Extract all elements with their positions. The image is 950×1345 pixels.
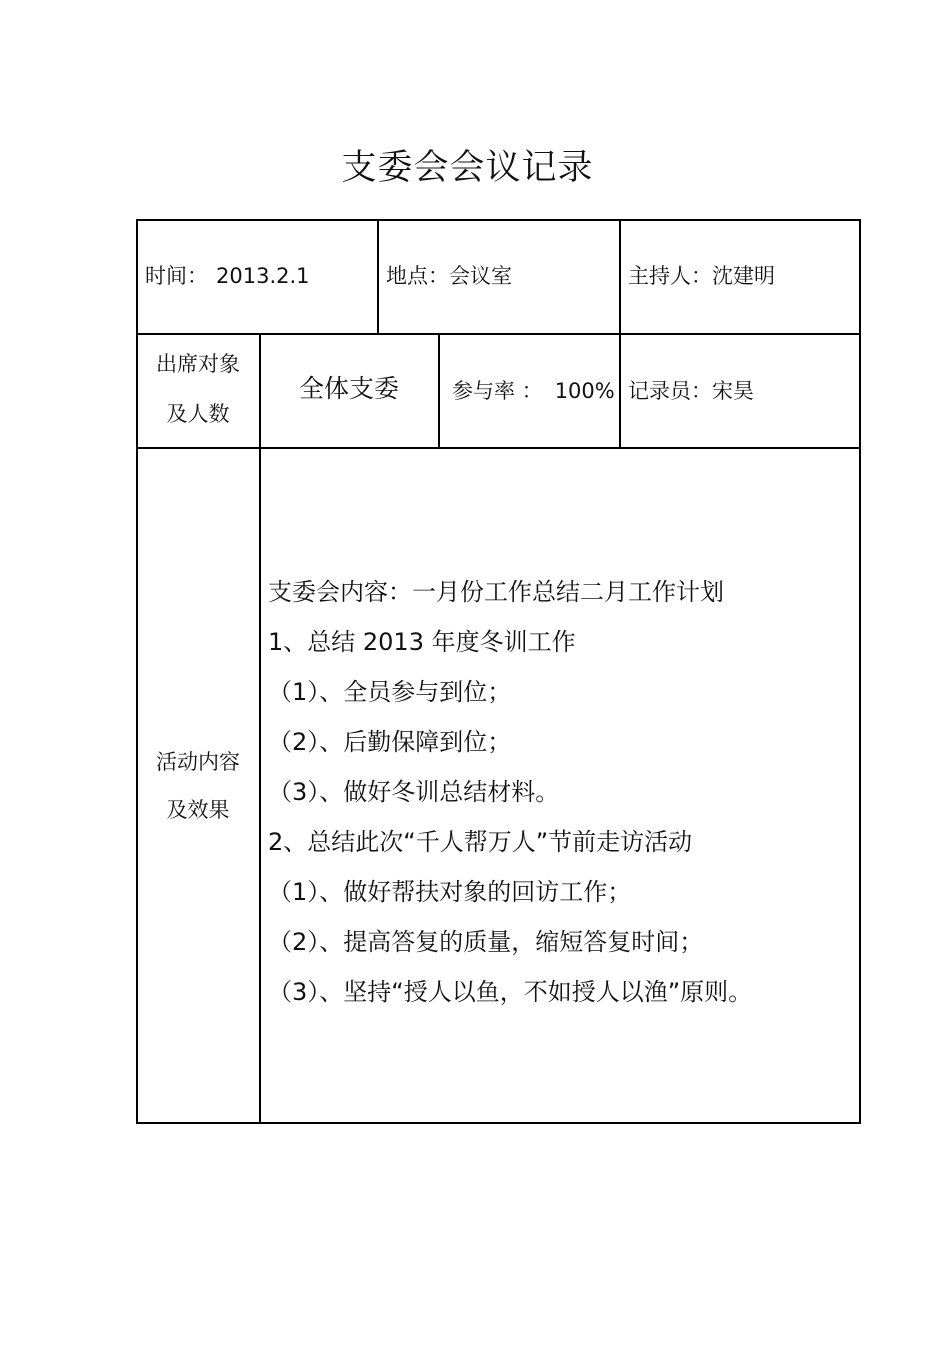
location-value: 会议室 bbox=[449, 264, 512, 288]
location-label: 地点： bbox=[386, 264, 449, 288]
activity-label-line2: 及效果 bbox=[166, 798, 230, 822]
content-line: （3）、坚持“授人以鱼，不如授人以渔”原则。 bbox=[268, 978, 753, 1006]
activity-label-line1: 活动内容 bbox=[156, 750, 240, 774]
time-cell bbox=[145, 261, 310, 291]
location-cell bbox=[386, 261, 512, 291]
recorder-cell bbox=[628, 376, 754, 406]
time-label: 时间： bbox=[145, 264, 208, 288]
attendees-label bbox=[137, 349, 259, 439]
attendees-label-line2: 及人数 bbox=[166, 402, 230, 426]
activity-content bbox=[268, 567, 752, 1017]
content-line: （1）、全员参与到位； bbox=[268, 678, 512, 706]
attendees-label-line1: 出席对象 bbox=[156, 352, 240, 376]
attendees-value: 全体支委 bbox=[298, 374, 399, 403]
col-divider-r3 bbox=[259, 447, 261, 1124]
activity-label bbox=[137, 747, 259, 825]
row-divider-1 bbox=[136, 333, 861, 335]
col-divider-r1-b bbox=[619, 219, 621, 334]
content-line: （2）、提高答复的质量，缩短答复时间； bbox=[268, 928, 704, 956]
rate-cell bbox=[452, 376, 615, 406]
content-line: （2）、后勤保障到位； bbox=[268, 728, 512, 756]
host-value: 沈建明 bbox=[712, 264, 775, 288]
content-line: 1、总结 2013 年度冬训工作 bbox=[268, 628, 576, 656]
content-line: 2、总结此次“千人帮万人”节前走访活动 bbox=[268, 828, 693, 856]
recorder-value: 宋昊 bbox=[712, 379, 754, 403]
host-cell bbox=[628, 261, 775, 291]
recorder-label: 记录员： bbox=[628, 379, 712, 403]
col-divider-r2-b bbox=[438, 333, 440, 448]
rate-value: 100% bbox=[554, 379, 615, 403]
page-title: 支委会会议记录 bbox=[341, 148, 594, 188]
row-divider-2 bbox=[136, 447, 861, 449]
host-label: 主持人： bbox=[628, 264, 712, 288]
rate-label: 参与率 ： bbox=[452, 379, 543, 403]
time-value: 2013.2.1 bbox=[216, 264, 310, 288]
content-line: 支委会内容：一月份工作总结二月工作计划 bbox=[268, 578, 724, 606]
col-divider-r1-a bbox=[377, 219, 379, 334]
col-divider-r2-c bbox=[619, 333, 621, 448]
content-line: （3）、做好冬训总结材料。 bbox=[268, 778, 560, 806]
content-line: （1）、做好帮扶对象的回访工作； bbox=[268, 878, 632, 906]
